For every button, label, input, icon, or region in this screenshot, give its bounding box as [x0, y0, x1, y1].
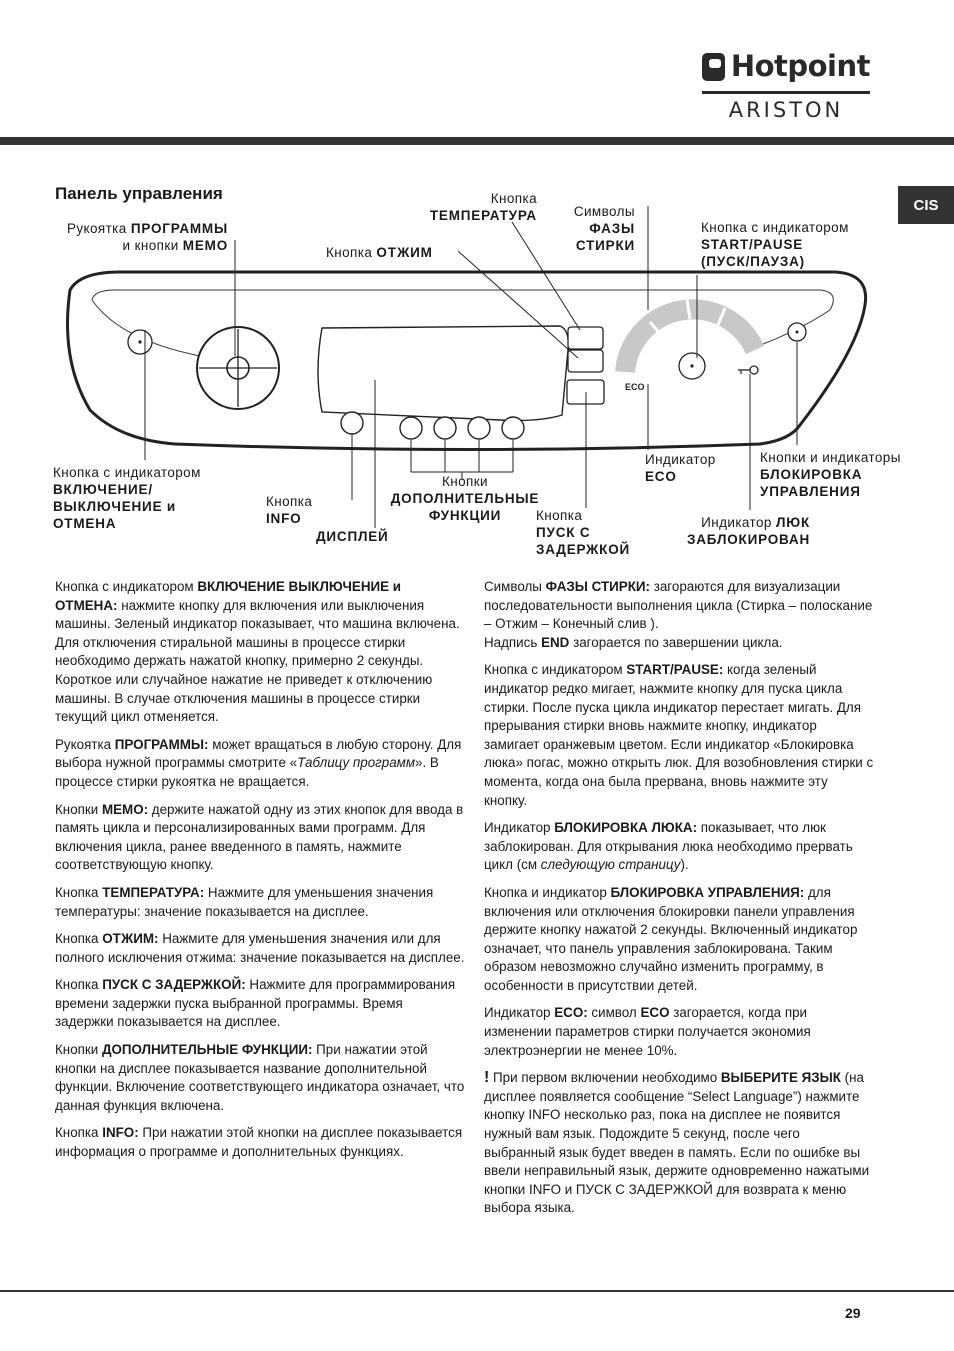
option-button-icon — [468, 417, 490, 439]
paragraph-wash-phases: Символы ФАЗЫ СТИРКИ: загораются для визуализации последовательности выполнения цикла (Стирка – полоскание – Отжим – Конечный слив ). Надпись END загорается по завершении цикла. — [484, 579, 873, 650]
option-button-icon — [434, 417, 456, 439]
paragraph-control-lock: Кнопка и индикатор БЛОКИРОВКА УПРАВЛЕНИЯ: для включения или отключения блокировки панели управления держите кнопку нажатой 2 секунды. Включенный индикатор означает, что панель управления заблокирована. Таким образом невозможно случайно изменить программу, в особенности в присутствии детей. — [484, 884, 858, 993]
paragraph-spin: Кнопка ОТЖИМ: Нажмите для уменьшения значения или для полного исключения отжима: значение показывается на дисплее. — [55, 931, 465, 965]
label-power: Кнопка с индикатором ВКЛЮЧЕНИЕ/ ВЫКЛЮЧЕНИЕ и ОТМЕНА — [53, 465, 201, 531]
label-eco: Индикатор ECO — [645, 452, 716, 484]
label-temperature: Кнопка ТЕМПЕРАТУРА — [429, 191, 537, 223]
paragraph-start-pause: Кнопка с индикатором START/PAUSE: когда зеленый индикатор редко мигает, нажмите кнопку для пуска цикла стирки. После пуска цикла индикатор перестает мигать. Для прерывания стирки вновь нажмите кнопку, индикатор замигает оранжевым цветом. Если индикатор «Блокировка люка» погас, можно открыть люк. Для возобновления стирки с момента, когда она была прервана, вновь нажмите эту кнопку. — [484, 662, 874, 808]
right-text-column — [484, 578, 874, 1227]
label-delay: Кнопка ПУСК С ЗАДЕРЖКОЙ — [536, 508, 631, 557]
label-info: Кнопка INFO — [266, 494, 313, 526]
info-button-icon — [341, 412, 363, 434]
panel-outline — [68, 272, 866, 450]
option-button-icon — [400, 417, 422, 439]
display-window — [318, 326, 568, 420]
paragraph-info: Кнопка INFO: При нажатии этой кнопки на дисплее показывается информация о программе и дополнительных функциях. — [55, 1125, 463, 1160]
left-text-column — [55, 578, 465, 1171]
paragraph-program-knob: Рукоятка ПРОГРАММЫ: может вращаться в любую сторону. Для выбора нужной программы смотрите «Таблицу программ». В процессе стирки рукоятка не вращается. — [55, 736, 462, 789]
label-door: Индикатор ЛЮК ЗАБЛОКИРОВАН — [687, 515, 810, 547]
door-lock-key-icon — [738, 366, 758, 374]
paragraph-temperature: Кнопка ТЕМПЕРАТУРА: Нажмите для уменьшения значения температуры: значение показывается на дисплее. — [55, 884, 434, 919]
brand-sub: ARISTON — [728, 98, 844, 122]
paragraph-delay: Кнопка ПУСК С ЗАДЕРЖКОЙ: Нажмите для программирования времени задержки пуска выбранной программы. Время задержки показывается на дисплее. — [55, 977, 456, 1030]
paragraph-power: Кнопка с индикатором ВКЛЮЧЕНИЕ ВЫКЛЮЧЕНИЕ и ОТМЕНА: нажмите кнопку для включения или выключения машины. Зеленый индикатор показывает, что машина включена. Для отключения стиральной машины в процессе стирки необходимо держать нажатой кнопку, примерно 2 секунды. Короткое или случайное нажатие не приведет к отключению машины. В случае отключения машины в процессе стирки текущий цикл отменяется. — [55, 579, 460, 725]
language-tab: CIS — [898, 186, 954, 224]
section-title: Панель управления — [55, 184, 223, 203]
footer-rule — [0, 1290, 954, 1292]
brand-name: Hotpoint — [730, 49, 870, 83]
paragraph-door-lock: Индикатор БЛОКИРОВКА ЛЮКА: показывает, что люк заблокирован. Для открывания люка необходимо прервать цикл (см следующую страницу). — [484, 820, 853, 873]
paragraph-eco: Индикатор ECO: символ ECO загорается, когда при изменении параметров стирки получается экономия электроэнергии не менее 10%. — [484, 1005, 811, 1058]
eco-panel-text: ECO — [625, 382, 645, 392]
paragraph-language: ! При первом включении необходимо ВЫБЕРИТЕ ЯЗЫК (на дисплее появляется сообщение “Select Language”) нажмите кнопку INFO несколько раз, пока на дисплее не появится нужный вам язык. Подождите 5 секунд, после чего выбранный язык будет введен в память. Если по ошибке вы ввели неправильный язык, держите одновременно нажатыми кнопки INFO и ПУСК С ЗАДЕРЖКОЙ для возврата к меню выбора языка. — [484, 1069, 870, 1216]
label-start-pause: Кнопка с индикатором START/PAUSE (ПУСК/ПАУЗА) — [701, 220, 849, 269]
option-button-icon — [502, 417, 524, 439]
warning-icon: ! — [484, 1069, 490, 1087]
label-spin: Кнопка ОТЖИМ — [326, 245, 433, 260]
page-number: 29 — [845, 1305, 861, 1321]
label-wash-phases: Символы ФАЗЫ СТИРКИ — [573, 204, 635, 253]
paragraph-memo: Кнопки MEMO: держите нажатой одну из этих кнопок для ввода в память цикла и персонализированных вами программ. Для включения цикла, ранее введенного в память, нажмите соответствующую кнопку. — [55, 801, 464, 873]
label-lock: Кнопки и индикаторы БЛОКИРОВКА УПРАВЛЕНИЯ — [760, 450, 901, 499]
paragraph-options: Кнопки ДОПОЛНИТЕЛЬНЫЕ ФУНКЦИИ: При нажатии этой кнопки на дисплее показывается название дополнительной функции. Включение соответствующего индикатора означает, что данная функция включена. — [55, 1042, 465, 1113]
temperature-button-icon — [568, 327, 603, 349]
label-display: ДИСПЛЕЙ — [316, 529, 389, 544]
label-program-knob: Рукоятка ПРОГРАММЫ и кнопки MEMO — [66, 221, 228, 253]
label-options: Кнопки ДОПОЛНИТЕЛЬНЫЕ ФУНКЦИИ — [390, 474, 540, 523]
